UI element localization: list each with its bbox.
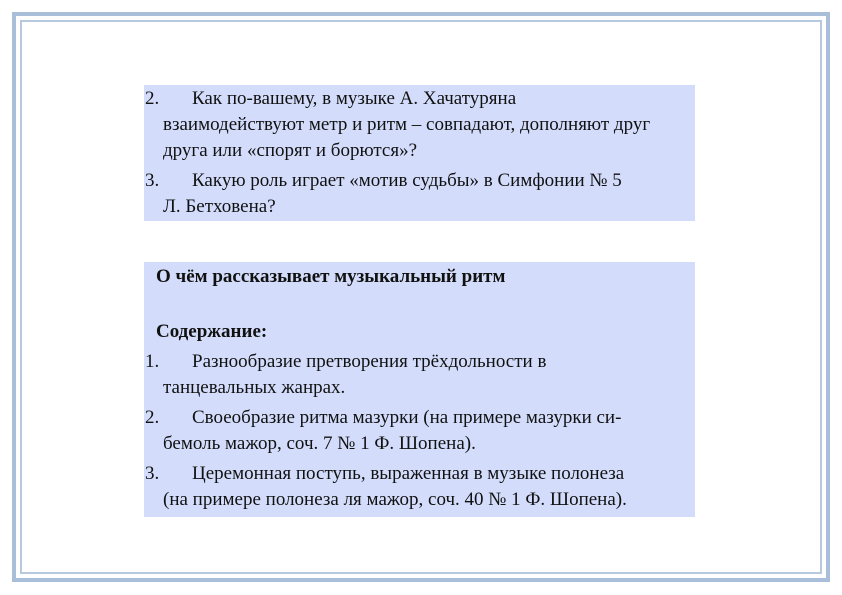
question-item — [144, 86, 695, 164]
content-item — [144, 349, 695, 401]
item-text-continuation: танцевальных жанрах. — [163, 377, 346, 398]
content-item — [144, 461, 695, 513]
topic-block — [144, 262, 695, 517]
item-text-continuation: Л. Бетховена? — [163, 196, 276, 217]
item-text-first-line: Своеобразие ритма мазурки (на примере мазурки си- — [192, 407, 622, 428]
spacer — [144, 290, 695, 319]
content-item — [144, 405, 695, 457]
item-text-first-line: Как по-вашему, в музыке А. Хачатуряна — [192, 88, 517, 109]
item-number: 2. — [145, 407, 160, 428]
item-text-first-line: Церемонная поступь, выраженная в музыке полонеза — [192, 463, 625, 484]
item-number: 3. — [145, 170, 160, 191]
item-number: 1. — [145, 351, 160, 372]
item-text-first-line: Какую роль играет «мотив судьбы» в Симфонии № 5 — [192, 170, 622, 191]
item-text-first-line: Разнообразие претворения трёхдольности в — [192, 351, 547, 372]
questions-block — [144, 85, 695, 221]
question-item — [144, 168, 695, 220]
item-number: 2. — [145, 88, 160, 109]
item-text-continuation: бемоль мажор, соч. 7 № 1 Ф. Шопена). — [163, 433, 476, 454]
item-text-continuation: взаимодействуют метр и ритм – совпадают, дополняют друг друга или «спорят и борются»? — [163, 114, 651, 161]
item-text-continuation: (на примере полонеза ля мажор, соч. 40 № 1 Ф. Шопена). — [163, 489, 627, 510]
topic-title: О чём рассказывает музыкальный ритм — [156, 266, 506, 287]
item-number: 3. — [145, 463, 160, 484]
contents-label: Содержание: — [156, 321, 268, 342]
